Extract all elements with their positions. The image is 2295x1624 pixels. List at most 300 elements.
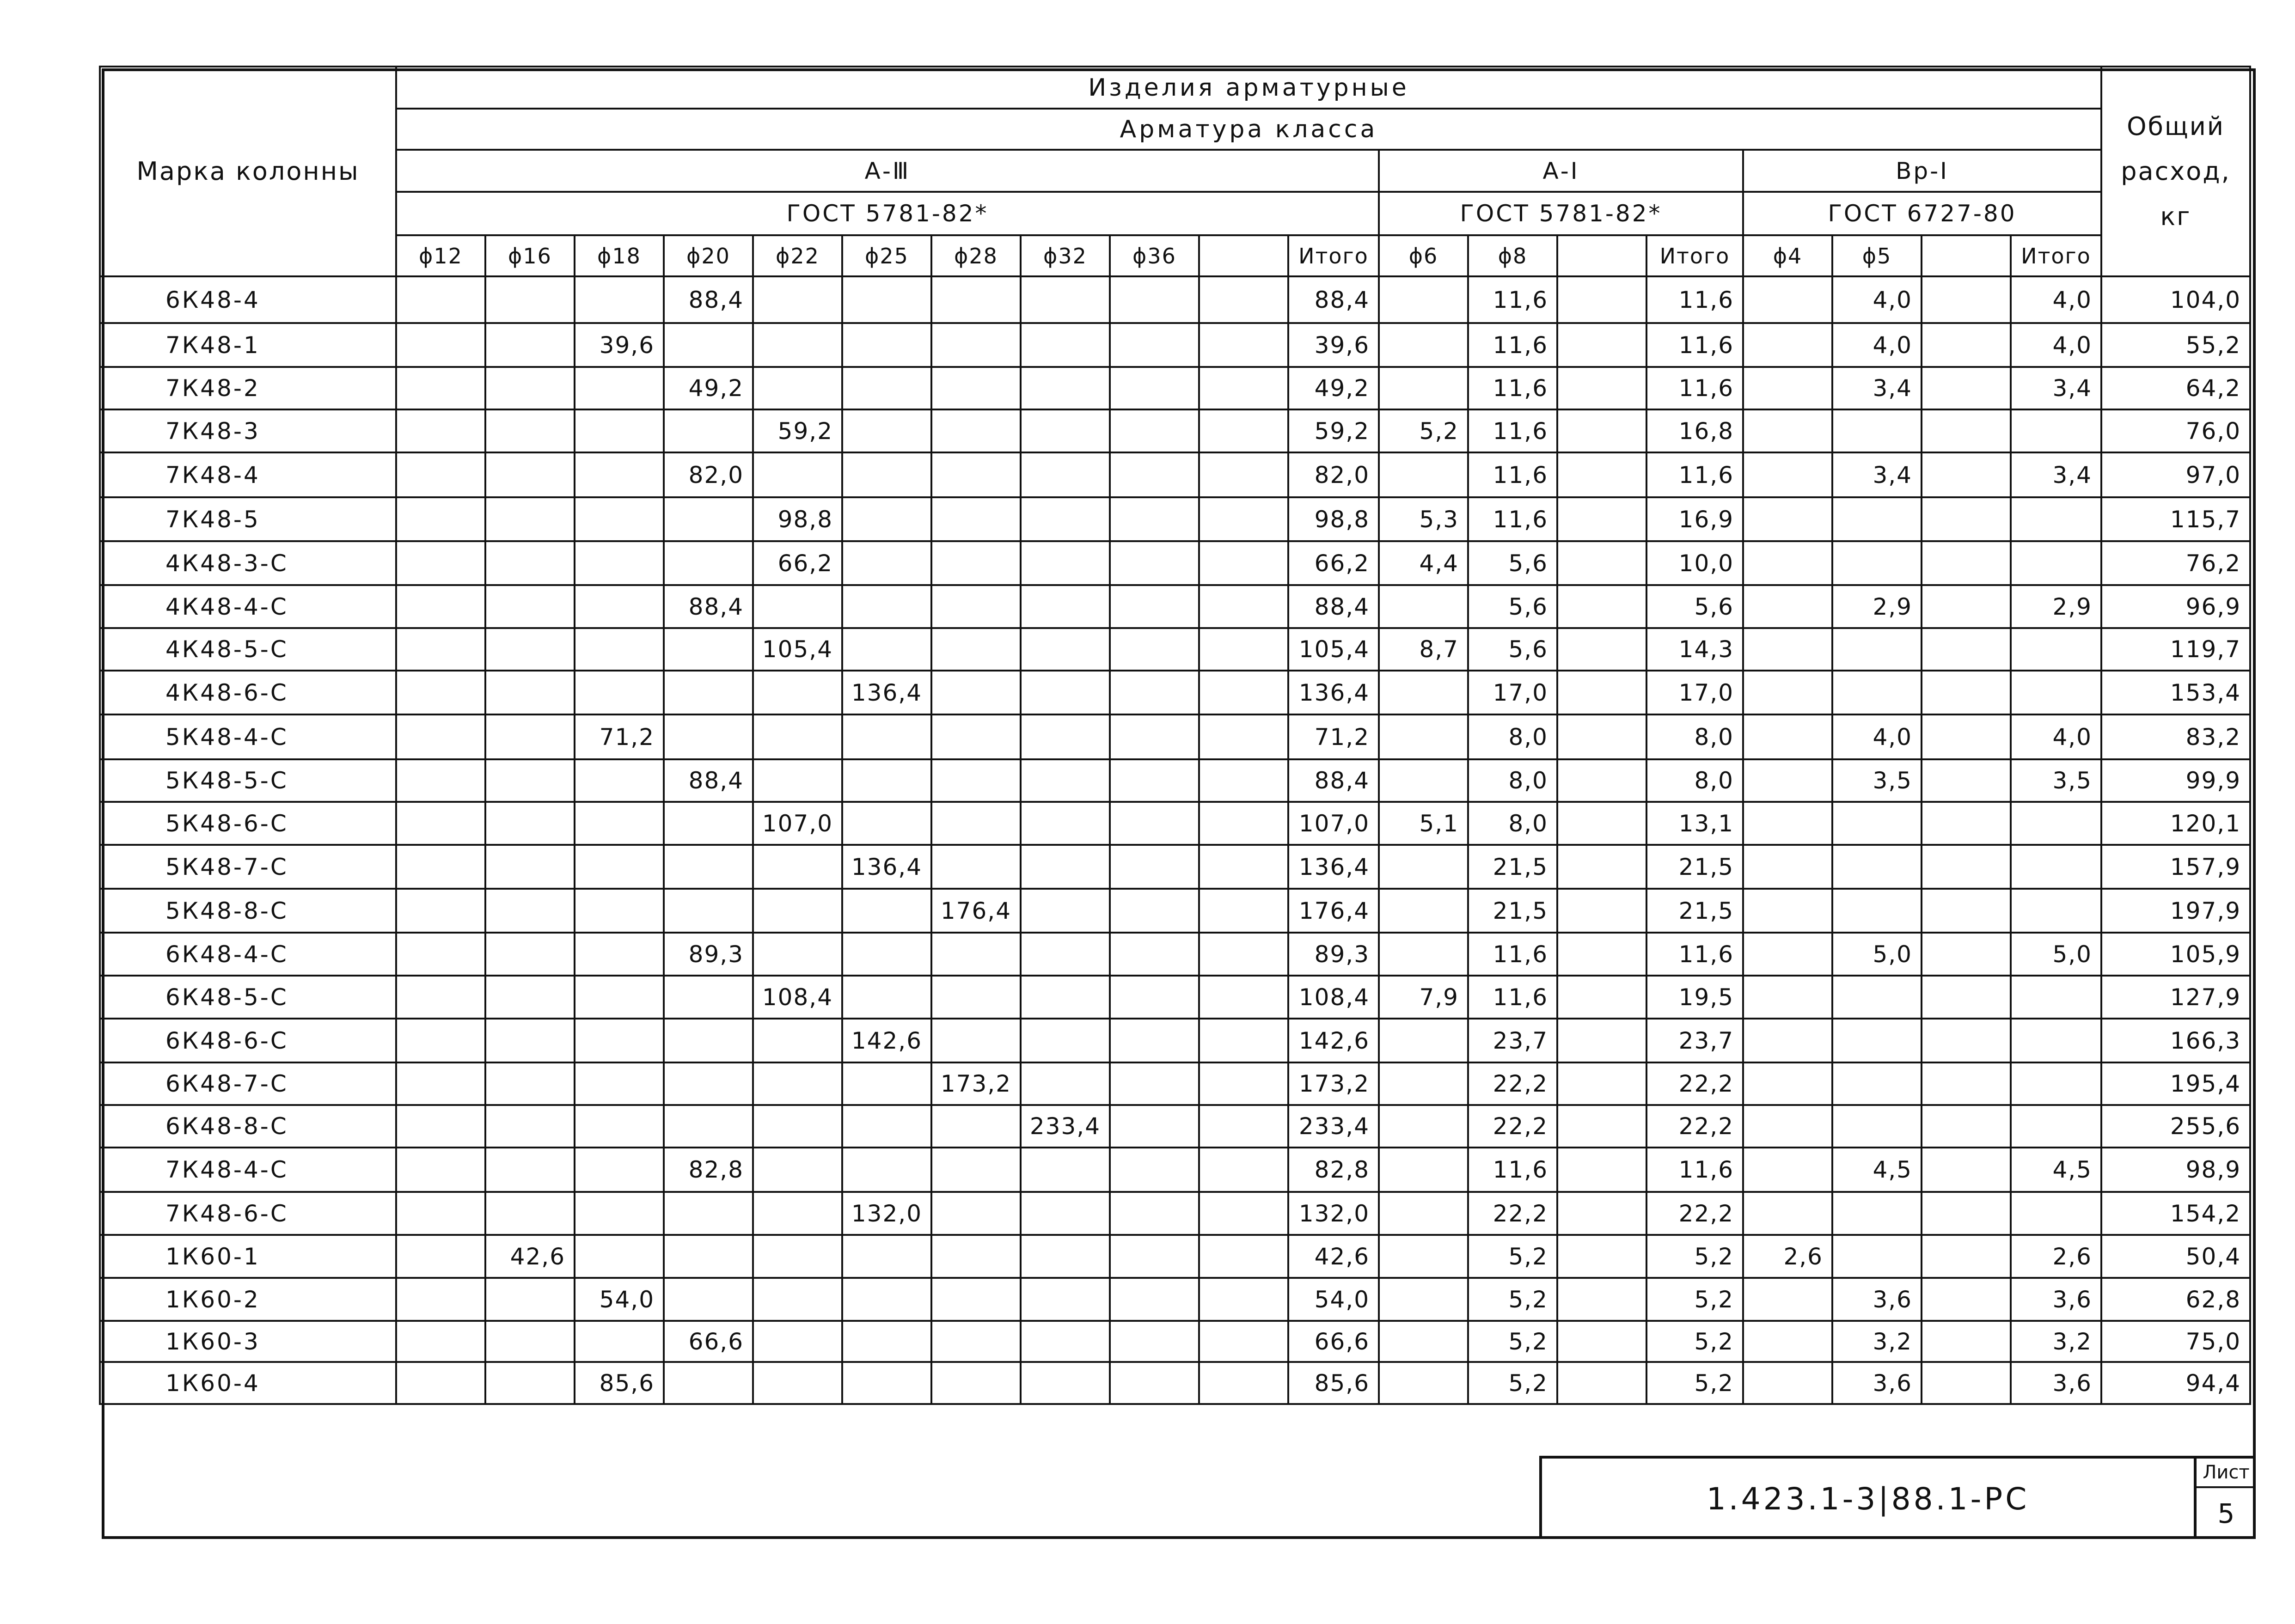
rebar-mass-cell — [842, 452, 931, 497]
rebar-mass-cell — [1110, 1019, 1199, 1062]
rebar-mass-cell — [1021, 1192, 1110, 1235]
rebar-mass-cell — [1922, 367, 2011, 409]
rebar-mass-cell: 8,0 — [1646, 714, 1743, 759]
rebar-mass-cell — [1922, 845, 2011, 889]
rebar-mass-cell: 3,5 — [1832, 759, 1922, 802]
title-block — [1539, 1456, 2256, 1539]
rebar-mass-cell — [664, 1192, 753, 1235]
rebar-mass-cell — [485, 933, 575, 976]
rebar-mass-cell: 5,2 — [1468, 1362, 1557, 1404]
rebar-mass-cell — [931, 585, 1021, 628]
rebar-mass-cell: 108,4 — [753, 976, 842, 1019]
rebar-mass-cell — [1557, 323, 1646, 367]
rebar-mass-cell — [1743, 585, 1832, 628]
rebar-mass-cell — [1110, 628, 1199, 671]
rebar-mass-cell: 5,2 — [1646, 1321, 1743, 1362]
rebar-mass-cell — [753, 1235, 842, 1278]
class-vr1-gost: ГОСТ 6727-80 — [1743, 192, 2101, 235]
rebar-mass-cell — [485, 452, 575, 497]
rebar-mass-cell — [1922, 1235, 2011, 1278]
rebar-mass-cell — [485, 367, 575, 409]
total-mass-cell: 64,2 — [2101, 367, 2250, 409]
rebar-mass-cell — [1743, 802, 1832, 845]
rebar-mass-cell — [1743, 409, 1832, 452]
rebar-mass-cell — [1832, 497, 1922, 541]
rebar-mass-cell — [485, 1192, 575, 1235]
rebar-mass-cell — [1379, 1148, 1468, 1192]
rebar-mass-cell — [842, 628, 931, 671]
rebar-mass-cell: 4,5 — [1832, 1148, 1922, 1192]
total-mass-cell: 104,0 — [2101, 276, 2250, 323]
rebar-mass-cell: 233,4 — [1021, 1105, 1110, 1148]
table-row — [100, 845, 2250, 889]
rebar-mass-cell — [1922, 671, 2011, 714]
column-mark-cell: 5К48-4-С — [100, 714, 396, 759]
rebar-mass-cell — [664, 976, 753, 1019]
rebar-mass-cell — [485, 1278, 575, 1321]
rebar-mass-cell — [1832, 1019, 1922, 1062]
rebar-mass-cell — [1557, 1321, 1646, 1362]
rebar-mass-cell — [1743, 714, 1832, 759]
rebar-mass-cell — [575, 541, 664, 585]
rebar-mass-cell — [842, 1148, 931, 1192]
rebar-mass-cell — [1199, 1062, 1288, 1105]
total-mass-cell: 96,9 — [2101, 585, 2250, 628]
rebar-mass-cell: 88,4 — [1288, 759, 1379, 802]
total-mass-cell: 166,3 — [2101, 1019, 2250, 1062]
mark-header: Марка колонны — [100, 67, 396, 276]
rebar-mass-cell — [1557, 1278, 1646, 1321]
total-mass-cell: 127,9 — [2101, 976, 2250, 1019]
rebar-mass-cell — [485, 409, 575, 452]
rebar-mass-cell: 42,6 — [1288, 1235, 1379, 1278]
rebar-mass-cell — [1199, 845, 1288, 889]
rebar-mass-cell — [1379, 323, 1468, 367]
rebar-mass-cell — [1557, 802, 1646, 845]
rebar-mass-cell — [1922, 1321, 2011, 1362]
rebar-mass-cell: 11,6 — [1468, 409, 1557, 452]
rebar-mass-cell — [485, 541, 575, 585]
diameter-header-cell: ϕ36 — [1110, 235, 1199, 276]
rebar-mass-cell — [1922, 889, 2011, 933]
rebar-mass-cell: 173,2 — [1288, 1062, 1379, 1105]
rebar-mass-cell: 3,4 — [2011, 452, 2101, 497]
rebar-mass-cell — [2011, 409, 2101, 452]
rebar-mass-cell — [753, 1105, 842, 1148]
rebar-mass-cell: 22,2 — [1646, 1105, 1743, 1148]
rebar-mass-cell — [842, 714, 931, 759]
diameter-header-row — [100, 235, 2250, 276]
rebar-mass-cell — [1199, 671, 1288, 714]
rebar-mass-cell: 8,0 — [1468, 714, 1557, 759]
rebar-mass-cell — [1110, 714, 1199, 759]
rebar-mass-cell: 3,2 — [2011, 1321, 2101, 1362]
rebar-mass-cell — [575, 367, 664, 409]
rebar-mass-cell — [931, 452, 1021, 497]
rebar-mass-cell — [1743, 889, 1832, 933]
rebar-mass-cell — [1743, 671, 1832, 714]
rebar-mass-cell — [753, 1278, 842, 1321]
rebar-mass-cell — [842, 1362, 931, 1404]
rebar-mass-cell — [931, 802, 1021, 845]
rebar-mass-cell — [753, 585, 842, 628]
rebar-class-header: Арматура класса — [396, 109, 2101, 150]
rebar-mass-cell: 66,2 — [753, 541, 842, 585]
rebar-mass-cell — [664, 1362, 753, 1404]
class-vr1-header: Вр-Ⅰ — [1743, 150, 2101, 192]
rebar-mass-cell — [1021, 1362, 1110, 1404]
diameter-header-cell: ϕ16 — [485, 235, 575, 276]
rebar-mass-cell: 49,2 — [1288, 367, 1379, 409]
rebar-mass-cell — [931, 1148, 1021, 1192]
rebar-mass-cell — [485, 585, 575, 628]
column-mark-cell: 1К60-2 — [100, 1278, 396, 1321]
rebar-mass-cell — [842, 585, 931, 628]
rebar-mass-cell — [1021, 976, 1110, 1019]
rebar-mass-cell — [1743, 1105, 1832, 1148]
rebar-mass-cell — [1110, 1192, 1199, 1235]
rebar-mass-cell — [1199, 1278, 1288, 1321]
rebar-mass-cell: 42,6 — [485, 1235, 575, 1278]
rebar-mass-cell — [396, 1321, 485, 1362]
rebar-mass-cell: 4,0 — [2011, 276, 2101, 323]
rebar-mass-cell: 5,0 — [1832, 933, 1922, 976]
column-mark-cell: 7К48-2 — [100, 367, 396, 409]
sheet-label: Лист — [2197, 1459, 2256, 1488]
rebar-mass-cell — [1557, 276, 1646, 323]
rebar-mass-cell — [1021, 497, 1110, 541]
total-mass-cell: 99,9 — [2101, 759, 2250, 802]
rebar-mass-cell — [1110, 541, 1199, 585]
diameter-header-cell: ϕ20 — [664, 235, 753, 276]
rebar-mass-cell: 88,4 — [1288, 276, 1379, 323]
rebar-mass-cell — [1110, 976, 1199, 1019]
rebar-mass-cell: 82,8 — [664, 1148, 753, 1192]
rebar-mass-cell: 142,6 — [1288, 1019, 1379, 1062]
total-mass-cell: 97,0 — [2101, 452, 2250, 497]
rebar-mass-cell — [1379, 845, 1468, 889]
rebar-mass-cell — [753, 1062, 842, 1105]
rebar-mass-cell — [396, 1278, 485, 1321]
diameter-header-cell — [1557, 235, 1646, 276]
rebar-mass-cell: 2,9 — [1832, 585, 1922, 628]
rebar-mass-cell: 21,5 — [1468, 889, 1557, 933]
rebar-mass-cell — [753, 933, 842, 976]
rebar-mass-cell — [485, 845, 575, 889]
column-mark-cell: 7К48-4-С — [100, 1148, 396, 1192]
column-mark-cell: 1К60-4 — [100, 1362, 396, 1404]
rebar-mass-cell — [1922, 1062, 2011, 1105]
rebar-mass-cell: 21,5 — [1646, 845, 1743, 889]
rebar-mass-cell — [1021, 323, 1110, 367]
rebar-mass-cell — [931, 933, 1021, 976]
rebar-mass-cell — [1199, 323, 1288, 367]
rebar-mass-cell: 5,6 — [1468, 541, 1557, 585]
rebar-mass-cell — [1110, 1235, 1199, 1278]
total-mass-cell: 153,4 — [2101, 671, 2250, 714]
rebar-mass-cell — [1743, 628, 1832, 671]
rebar-mass-cell: 22,2 — [1646, 1192, 1743, 1235]
rebar-mass-cell: 136,4 — [1288, 671, 1379, 714]
total-mass-cell: 255,6 — [2101, 1105, 2250, 1148]
table-row — [100, 1105, 2250, 1148]
rebar-mass-cell: 98,8 — [1288, 497, 1379, 541]
rebar-mass-cell — [931, 628, 1021, 671]
rebar-mass-cell: 108,4 — [1288, 976, 1379, 1019]
rebar-mass-cell — [1743, 276, 1832, 323]
column-mark-cell: 5К48-5-С — [100, 759, 396, 802]
total-header: Общий расход, кг — [2101, 67, 2250, 276]
rebar-mass-cell: 11,6 — [1468, 1148, 1557, 1192]
rebar-mass-cell — [575, 1148, 664, 1192]
column-mark-cell: 6К48-8-С — [100, 1105, 396, 1148]
rebar-mass-cell — [842, 976, 931, 1019]
rebar-mass-cell — [1199, 1019, 1288, 1062]
sheet-number: 5 — [2217, 1498, 2235, 1529]
rebar-mass-cell: 10,0 — [1646, 541, 1743, 585]
rebar-mass-cell — [2011, 976, 2101, 1019]
rebar-mass-cell: 3,4 — [1832, 452, 1922, 497]
rebar-mass-cell: 5,0 — [2011, 933, 2101, 976]
rebar-mass-cell — [2011, 1019, 2101, 1062]
column-mark-cell: 7К48-6-С — [100, 1192, 396, 1235]
rebar-mass-cell — [753, 759, 842, 802]
diameter-header-cell — [1199, 235, 1288, 276]
rebar-mass-cell — [575, 1062, 664, 1105]
column-mark-cell: 7К48-1 — [100, 323, 396, 367]
rebar-mass-cell: 5,2 — [1379, 409, 1468, 452]
rebar-mass-cell — [1199, 714, 1288, 759]
rebar-mass-cell — [1743, 1278, 1832, 1321]
class-a1-header: А-Ⅰ — [1379, 150, 1743, 192]
rebar-mass-cell — [2011, 628, 2101, 671]
rebar-mass-cell — [396, 714, 485, 759]
rebar-mass-cell — [1110, 276, 1199, 323]
rebar-mass-cell: 16,8 — [1646, 409, 1743, 452]
rebar-mass-cell — [1557, 759, 1646, 802]
rebar-mass-cell: 136,4 — [1288, 845, 1379, 889]
rebar-mass-cell: 132,0 — [842, 1192, 931, 1235]
column-mark-cell: 1К60-1 — [100, 1235, 396, 1278]
rebar-mass-cell — [485, 976, 575, 1019]
rebar-mass-cell — [1021, 276, 1110, 323]
rebar-mass-cell: 8,0 — [1468, 759, 1557, 802]
table-row — [100, 759, 2250, 802]
rebar-mass-cell: 66,6 — [1288, 1321, 1379, 1362]
rebar-mass-cell — [485, 628, 575, 671]
column-mark-cell: 5К48-7-С — [100, 845, 396, 889]
column-mark-cell: 7К48-3 — [100, 409, 396, 452]
rebar-mass-cell: 3,2 — [1832, 1321, 1922, 1362]
rebar-mass-cell — [842, 1105, 931, 1148]
rebar-mass-cell — [1110, 585, 1199, 628]
rebar-mass-cell — [1557, 541, 1646, 585]
rebar-mass-cell — [1379, 1362, 1468, 1404]
total-mass-cell: 76,2 — [2101, 541, 2250, 585]
rebar-mass-cell — [485, 276, 575, 323]
rebar-mass-cell — [1021, 628, 1110, 671]
column-mark-cell: 4К48-6-С — [100, 671, 396, 714]
rebar-mass-cell — [575, 409, 664, 452]
rebar-mass-cell — [753, 276, 842, 323]
rebar-mass-cell — [753, 845, 842, 889]
rebar-mass-cell — [1832, 889, 1922, 933]
rebar-mass-cell: 88,4 — [664, 759, 753, 802]
table-row — [100, 367, 2250, 409]
rebar-mass-cell — [1021, 1235, 1110, 1278]
rebar-mass-cell — [664, 1278, 753, 1321]
rebar-mass-cell: 11,6 — [1646, 367, 1743, 409]
rebar-mass-cell: 17,0 — [1646, 671, 1743, 714]
rebar-mass-cell — [2011, 671, 2101, 714]
rebar-mass-cell — [1922, 497, 2011, 541]
rebar-mass-cell — [1021, 714, 1110, 759]
rebar-mass-cell: 54,0 — [575, 1278, 664, 1321]
rebar-mass-cell — [1199, 628, 1288, 671]
total-mass-cell: 157,9 — [2101, 845, 2250, 889]
rebar-mass-cell: 3,6 — [1832, 1362, 1922, 1404]
rebar-mass-cell: 54,0 — [1288, 1278, 1379, 1321]
rebar-mass-cell: 39,6 — [1288, 323, 1379, 367]
rebar-mass-cell — [575, 585, 664, 628]
rebar-mass-cell: 5,6 — [1468, 585, 1557, 628]
column-mark-cell: 6К48-6-С — [100, 1019, 396, 1062]
rebar-mass-cell: 88,4 — [664, 276, 753, 323]
rebar-mass-cell — [1110, 845, 1199, 889]
rebar-mass-cell: 82,8 — [1288, 1148, 1379, 1192]
rebar-mass-cell — [1379, 889, 1468, 933]
rebar-mass-cell — [1557, 1148, 1646, 1192]
rebar-mass-cell: 5,2 — [1646, 1362, 1743, 1404]
rebar-mass-cell — [1832, 1235, 1922, 1278]
rebar-mass-cell — [1557, 367, 1646, 409]
rebar-mass-cell — [664, 541, 753, 585]
rebar-mass-cell: 105,4 — [1288, 628, 1379, 671]
rebar-mass-cell — [931, 845, 1021, 889]
rebar-mass-cell: 14,3 — [1646, 628, 1743, 671]
rebar-mass-cell: 49,2 — [664, 367, 753, 409]
rebar-mass-cell — [842, 759, 931, 802]
rebar-mass-cell — [931, 323, 1021, 367]
rebar-mass-cell: 132,0 — [1288, 1192, 1379, 1235]
rebar-mass-cell — [842, 541, 931, 585]
rebar-mass-cell — [1922, 1019, 2011, 1062]
rebar-mass-cell: 5,6 — [1468, 628, 1557, 671]
diameter-header-cell: ϕ22 — [753, 235, 842, 276]
rebar-mass-cell — [396, 671, 485, 714]
rebar-mass-cell: 4,0 — [2011, 323, 2101, 367]
rebar-mass-cell — [931, 1321, 1021, 1362]
rebar-mass-cell — [396, 1062, 485, 1105]
rebar-mass-cell — [1832, 671, 1922, 714]
rebar-mass-cell — [1110, 409, 1199, 452]
rebar-mass-cell — [2011, 541, 2101, 585]
rebar-mass-cell — [1199, 1105, 1288, 1148]
diameter-header-cell: ϕ12 — [396, 235, 485, 276]
class-a3-gost: ГОСТ 5781-82* — [396, 192, 1379, 235]
table-row — [100, 1235, 2250, 1278]
rebar-mass-cell: 2,9 — [2011, 585, 2101, 628]
rebar-mass-cell: 4,0 — [1832, 276, 1922, 323]
rebar-mass-cell — [1379, 1235, 1468, 1278]
rebar-mass-cell — [1832, 976, 1922, 1019]
diameter-header-cell: Итого — [2011, 235, 2101, 276]
rebar-mass-cell — [664, 628, 753, 671]
diameter-header-cell: ϕ6 — [1379, 235, 1468, 276]
rebar-mass-cell — [1110, 802, 1199, 845]
rebar-mass-cell — [575, 845, 664, 889]
table-row — [100, 497, 2250, 541]
rebar-mass-cell — [1379, 452, 1468, 497]
rebar-mass-cell — [931, 497, 1021, 541]
rebar-mass-cell: 11,6 — [1468, 452, 1557, 497]
rebar-mass-cell — [1021, 367, 1110, 409]
rebar-mass-cell: 22,2 — [1468, 1192, 1557, 1235]
rebar-mass-cell — [664, 1235, 753, 1278]
rebar-mass-cell: 4,5 — [2011, 1148, 2101, 1192]
rebar-mass-cell — [1557, 1235, 1646, 1278]
rebar-mass-cell — [575, 802, 664, 845]
rebar-mass-cell: 13,1 — [1646, 802, 1743, 845]
rebar-mass-cell — [842, 889, 931, 933]
rebar-mass-cell — [842, 1062, 931, 1105]
rebar-mass-cell: 88,4 — [664, 585, 753, 628]
rebar-mass-cell — [575, 628, 664, 671]
diameter-header-cell: ϕ32 — [1021, 235, 1110, 276]
total-mass-cell: 120,1 — [2101, 802, 2250, 845]
column-mark-cell: 7К48-5 — [100, 497, 396, 541]
rebar-mass-cell: 2,6 — [1743, 1235, 1832, 1278]
rebar-mass-cell — [485, 323, 575, 367]
column-mark-cell: 6К48-4 — [100, 276, 396, 323]
rebar-mass-cell — [753, 452, 842, 497]
rebar-mass-cell — [842, 1235, 931, 1278]
rebar-mass-cell — [1832, 1062, 1922, 1105]
diameter-header-cell — [1922, 235, 2011, 276]
rebar-mass-cell — [1199, 276, 1288, 323]
rebar-mass-cell — [753, 1148, 842, 1192]
rebar-mass-cell — [396, 759, 485, 802]
rebar-mass-cell: 22,2 — [1468, 1105, 1557, 1148]
rebar-mass-cell — [842, 1321, 931, 1362]
rebar-mass-cell — [2011, 889, 2101, 933]
rebar-mass-cell — [753, 671, 842, 714]
total-mass-cell: 55,2 — [2101, 323, 2250, 367]
rebar-mass-cell — [575, 889, 664, 933]
rebar-mass-cell — [1199, 759, 1288, 802]
rebar-mass-cell — [1379, 1019, 1468, 1062]
rebar-mass-cell: 136,4 — [842, 845, 931, 889]
rebar-mass-cell — [1199, 802, 1288, 845]
rebar-mass-cell — [664, 497, 753, 541]
rebar-mass-cell: 66,6 — [664, 1321, 753, 1362]
rebar-mass-cell — [1922, 1105, 2011, 1148]
table-row — [100, 628, 2250, 671]
rebar-mass-cell — [1922, 976, 2011, 1019]
rebar-mass-cell — [396, 409, 485, 452]
rebar-mass-cell: 4,0 — [1832, 323, 1922, 367]
rebar-mass-cell: 5,2 — [1468, 1235, 1557, 1278]
rebar-mass-cell — [753, 1362, 842, 1404]
total-mass-cell: 197,9 — [2101, 889, 2250, 933]
rebar-mass-cell — [842, 323, 931, 367]
rebar-mass-cell: 176,4 — [1288, 889, 1379, 933]
rebar-mass-cell — [664, 323, 753, 367]
rebar-mass-cell — [1379, 1192, 1468, 1235]
rebar-mass-cell — [1743, 759, 1832, 802]
rebar-mass-cell — [1021, 452, 1110, 497]
rebar-mass-cell — [1021, 585, 1110, 628]
